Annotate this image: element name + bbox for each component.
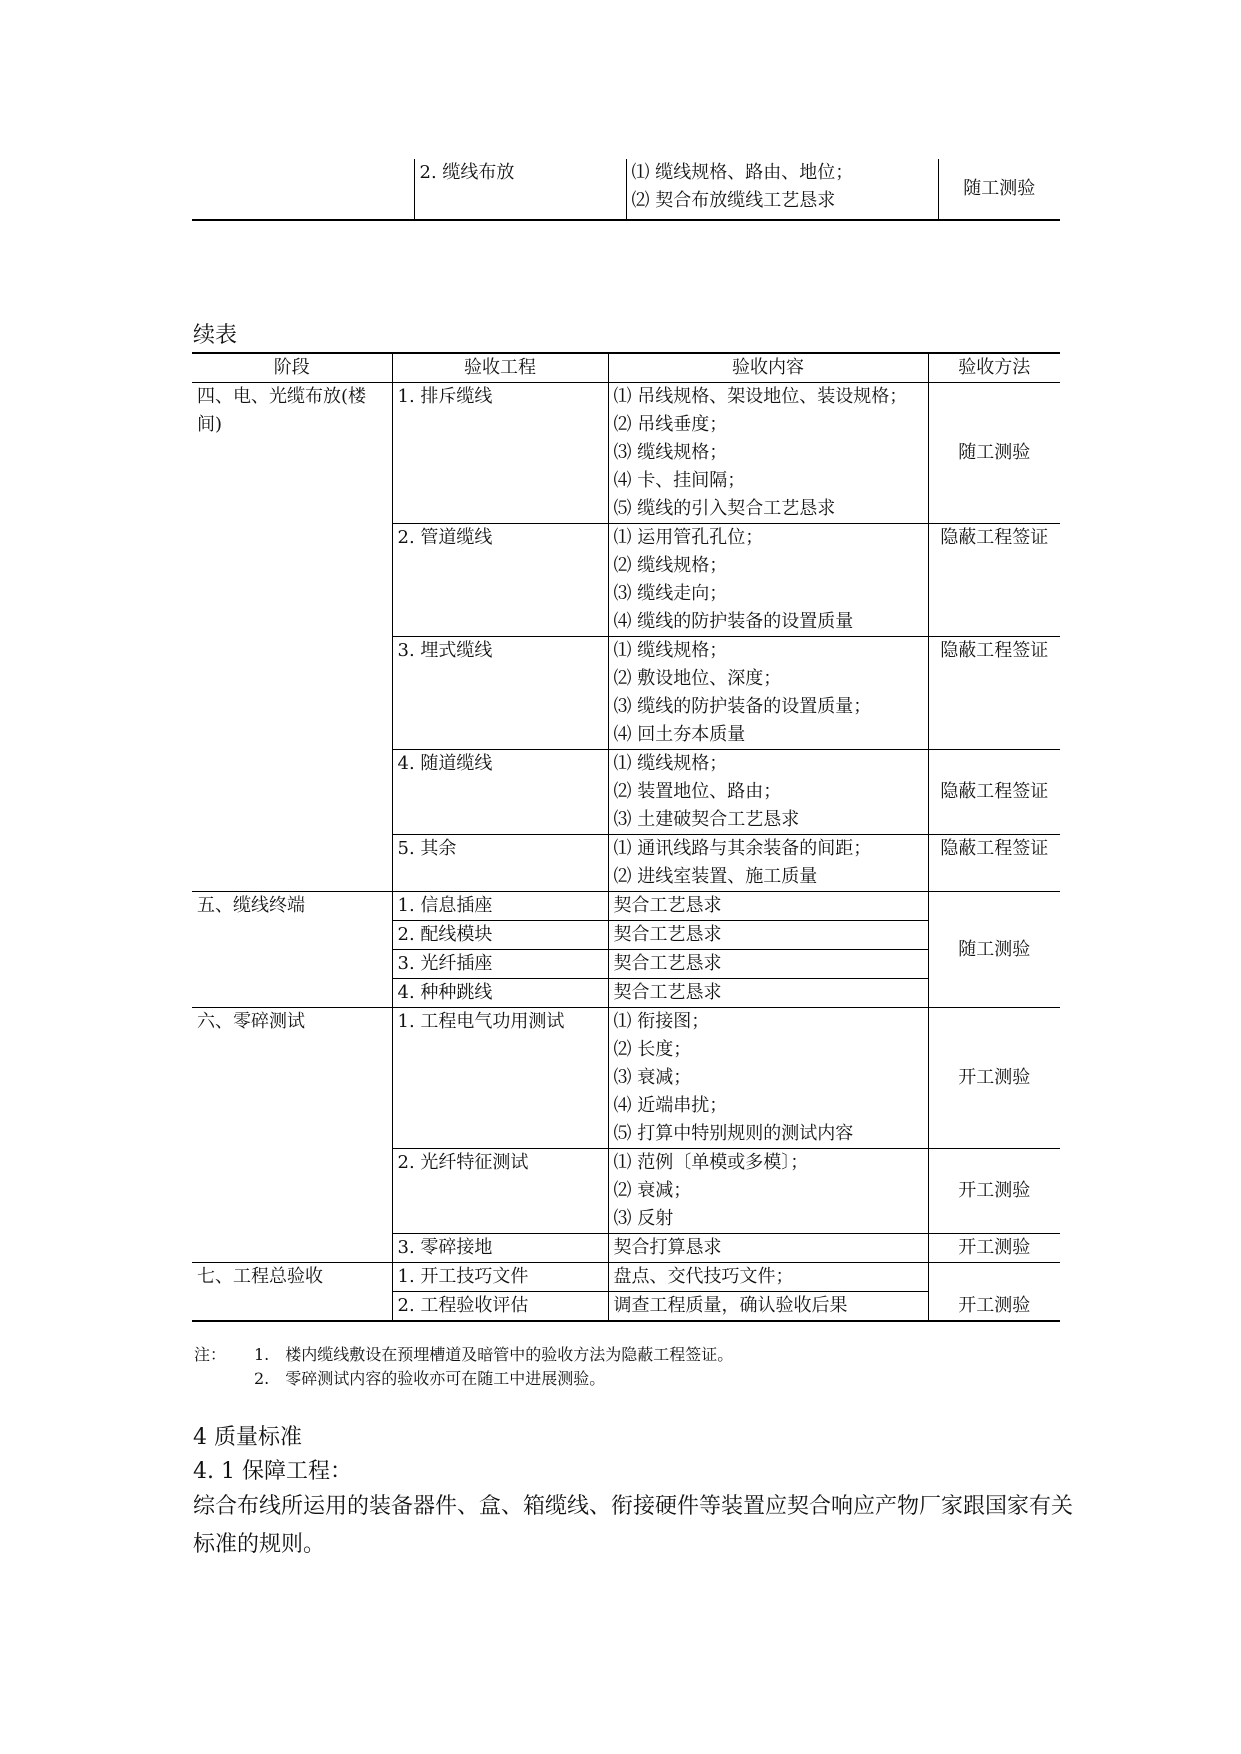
stage-cell: 四、电、光缆布放(楼间) bbox=[197, 386, 367, 435]
acceptance-table bbox=[192, 352, 1060, 1322]
content-cell bbox=[608, 750, 928, 835]
content-cell bbox=[626, 159, 938, 220]
content-cell: 契合打算恳求 bbox=[608, 1234, 928, 1263]
content-cell bbox=[608, 1008, 928, 1149]
method-cell: 隐蔽工程签证 bbox=[928, 524, 1060, 637]
content-line: ⑴ 缆线规格、路由、地位； bbox=[631, 162, 854, 183]
item-cell: 2. 光纤特征测试 bbox=[392, 1149, 608, 1234]
content-line: ⑷ 缆线的防护装备的设置质量 bbox=[613, 611, 854, 632]
item-cell: 1. 排斥缆线 bbox=[392, 383, 608, 524]
content-line: ⑶ 缆线走向； bbox=[613, 583, 728, 604]
method-cell: 隐蔽工程签证 bbox=[928, 750, 1060, 835]
table-row bbox=[192, 159, 1060, 220]
item-cell: 4. 随道缆线 bbox=[392, 750, 608, 835]
table-row bbox=[192, 1008, 1060, 1149]
note-row bbox=[194, 1343, 733, 1367]
method-cell: 随工测验 bbox=[938, 159, 1060, 220]
method-cell: 开工测验 bbox=[928, 1263, 1060, 1322]
item-cell: 5. 其余 bbox=[392, 835, 608, 892]
content-line: ⑸ 打算中特别规则的测试内容 bbox=[613, 1123, 854, 1144]
header-stage: 阶段 bbox=[192, 353, 392, 383]
content-line: ⑵ 长度； bbox=[613, 1039, 692, 1060]
table-row bbox=[192, 892, 1060, 921]
content-cell bbox=[608, 637, 928, 750]
content-line: ⑵ 吊线垂度； bbox=[613, 414, 728, 435]
item-cell: 2. 工程验收评估 bbox=[392, 1292, 608, 1322]
content-line: ⑶ 缆线规格； bbox=[613, 442, 728, 463]
method-cell: 随工测验 bbox=[928, 892, 1060, 1008]
content-line: ⑴ 运用管孔孔位； bbox=[613, 527, 764, 548]
item-cell: 4. 种种跳线 bbox=[392, 979, 608, 1008]
item-cell: 1. 工程电气功用测试 bbox=[392, 1008, 608, 1149]
method-cell: 开工测验 bbox=[928, 1234, 1060, 1263]
content-line: ⑴ 吊线规格、架设地位、装设规格； bbox=[613, 386, 908, 407]
previous-table-fragment bbox=[192, 159, 1060, 221]
item-cell: 2. 缆线布放 bbox=[414, 159, 626, 220]
content-line: ⑵ 契合布放缆线工艺恳求 bbox=[631, 190, 836, 211]
content-cell bbox=[608, 524, 928, 637]
content-line: ⑶ 土建破契合工艺恳求 bbox=[613, 809, 800, 830]
content-line: ⑵ 缆线规格； bbox=[613, 555, 728, 576]
note-item: 1. 楼内缆线敷设在预埋槽道及暗管中的验收方法为隐蔽工程签证。 bbox=[254, 1345, 734, 1364]
content-line: ⑵ 衰减； bbox=[613, 1180, 692, 1201]
note-row bbox=[194, 1367, 733, 1391]
section-title: 4 质量标准 bbox=[193, 1425, 302, 1450]
content-line: ⑵ 进线室装置、施工质量 bbox=[613, 866, 818, 887]
stage-cell: 六、零碎测试 bbox=[192, 1008, 392, 1263]
content-line: ⑷ 卡、挂间隔； bbox=[613, 470, 746, 491]
content-line: ⑶ 缆线的防护装备的设置质量； bbox=[613, 696, 872, 717]
content-line: ⑵ 敷设地位、深度； bbox=[613, 668, 782, 689]
content-line: ⑴ 通讯线路与其余装备的间距； bbox=[613, 838, 872, 859]
method-cell: 隐蔽工程签证 bbox=[928, 835, 1060, 892]
content-cell bbox=[608, 1149, 928, 1234]
section-subtitle: 4. 1 保障工程： bbox=[193, 1459, 352, 1484]
content-line: ⑴ 范例〔单模或多模〕； bbox=[613, 1152, 809, 1173]
method-cell: 开工测验 bbox=[928, 1008, 1060, 1149]
item-cell: 2. 配线模块 bbox=[392, 921, 608, 950]
table-header-row bbox=[192, 353, 1060, 383]
item-cell: 3. 埋式缆线 bbox=[392, 637, 608, 750]
content-line: ⑴ 缆线规格； bbox=[613, 753, 728, 774]
header-item: 验收工程 bbox=[392, 353, 608, 383]
content-cell bbox=[608, 835, 928, 892]
stage-cell bbox=[192, 159, 414, 220]
content-cell: 契合工艺恳求 bbox=[608, 979, 928, 1008]
content-cell bbox=[608, 383, 928, 524]
content-cell: 契合工艺恳求 bbox=[608, 921, 928, 950]
content-line: ⑶ 反射 bbox=[613, 1208, 674, 1229]
note-item: 2. 零碎测试内容的验收亦可在随工中进展测验。 bbox=[254, 1369, 606, 1388]
table-row bbox=[192, 1263, 1060, 1292]
table-row bbox=[192, 383, 1060, 524]
content-line: ⑶ 衰减； bbox=[613, 1067, 692, 1088]
table-notes bbox=[194, 1343, 733, 1391]
method-cell: 随工测验 bbox=[928, 383, 1060, 524]
item-cell: 2. 管道缆线 bbox=[392, 524, 608, 637]
item-cell: 3. 零碎接地 bbox=[392, 1234, 608, 1263]
header-content: 验收内容 bbox=[608, 353, 928, 383]
content-cell: 调查工程质量，确认验收后果 bbox=[608, 1292, 928, 1322]
item-cell: 3. 光纤插座 bbox=[392, 950, 608, 979]
section-paragraph: 综合布线所运用的装备器件、盒、箱缆线、衔接硬件等装置应契合响应产物厂家跟国家有关标准的规则。 bbox=[193, 1494, 1074, 1557]
content-cell: 契合工艺恳求 bbox=[608, 892, 928, 921]
content-cell: 契合工艺恳求 bbox=[608, 950, 928, 979]
content-line: ⑴ 缆线规格； bbox=[613, 640, 728, 661]
content-cell: 盘点、交代技巧文件； bbox=[608, 1263, 928, 1292]
content-line: ⑷ 近端串扰； bbox=[613, 1095, 728, 1116]
content-line: ⑸ 缆线的引入契合工艺恳求 bbox=[613, 498, 836, 519]
stage-cell: 五、缆线终端 bbox=[192, 892, 392, 1008]
content-line: ⑴ 衔接图； bbox=[613, 1011, 710, 1032]
content-line: ⑵ 装置地位、路由； bbox=[613, 781, 782, 802]
content-line: ⑷ 回土夯本质量 bbox=[613, 724, 746, 745]
item-cell: 1. 开工技巧文件 bbox=[392, 1263, 608, 1292]
notes-label: 注： bbox=[194, 1345, 227, 1364]
stage-cell: 七、工程总验收 bbox=[192, 1263, 392, 1322]
method-cell: 隐蔽工程签证 bbox=[928, 637, 1060, 750]
method-cell: 开工测验 bbox=[928, 1149, 1060, 1234]
header-method: 验收方法 bbox=[928, 353, 1060, 383]
item-cell: 1. 信息插座 bbox=[392, 892, 608, 921]
continued-table-label: 续表 bbox=[193, 323, 238, 348]
